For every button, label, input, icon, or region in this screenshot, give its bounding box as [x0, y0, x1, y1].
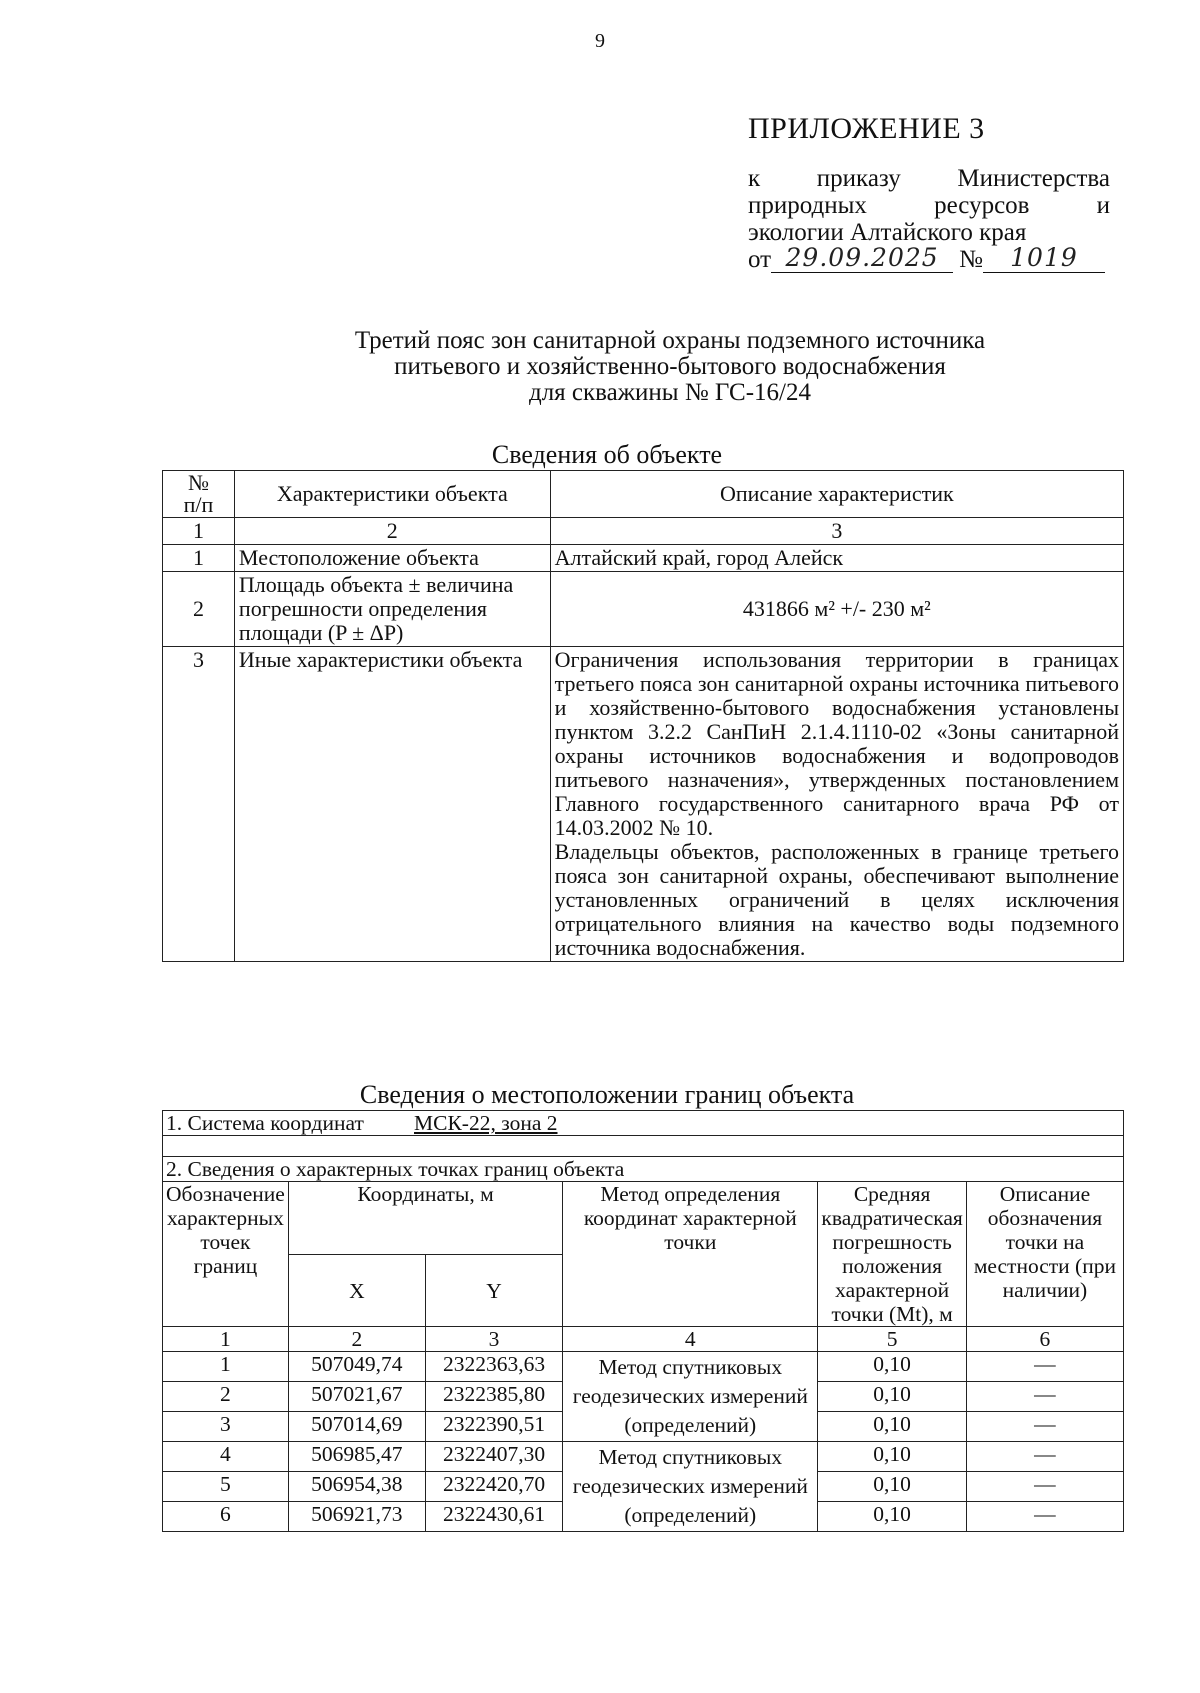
- object-info-table: [162, 470, 1124, 962]
- order-line-3: экологии Алтайского края: [748, 219, 1027, 246]
- object-info-title: Сведения об объекте: [491, 440, 723, 469]
- page-number: 9: [595, 30, 605, 52]
- column-number-row: 1 2 3 4 5 6: [163, 1327, 1124, 1352]
- table-row: 2 Площадь объекта ± величина погрешности определения площади (P ± ΔP) 431866 м² +/- 230 м²: [163, 572, 1124, 647]
- table-row: 3 Иные характеристики объекта Ограничения использования территории в границах третьего пояса зон санитарной охраны источника питьевого и хозяйственно-бытового водоснабжения установлены пунктом 3.2.2 СанПиН 2.1.4.1110-02 «Зоны санитарной охраны источников водоснабжения и водопроводов питьевого назначения», утвержденных постановлением Главного государственного санитарного врача РФ от 14.03.2002 № 10. Владельцы объектов, расположенных в границе третьего пояса зон санитарной охраны, обеспечивают выполнение установленных ограничений в целях исключения отрицательного влияния на качество воды подземного источника водоснабжения.: [163, 647, 1124, 962]
- table-row: 2 507021,67 2322385,80 0,10 —: [163, 1382, 1124, 1412]
- document-title: Третий пояс зон санитарной охраны подземного источника питьевого и хозяйственно-бытового водоснабжения для скважины № ГС-16/24: [354, 327, 986, 406]
- order-reference: [748, 165, 1110, 273]
- table-row: 6 506921,73 2322430,61 0,10 —: [163, 1502, 1124, 1532]
- appendix-title: ПРИЛОЖЕНИЕ 3: [748, 112, 985, 145]
- header-description: Описание характеристик: [550, 471, 1123, 518]
- column-number-row: 1 2 3: [163, 518, 1124, 545]
- coordinate-system-label: 1. Система координат: [166, 1111, 364, 1135]
- method-cell: Метод спутниковых геодезических измерений (определений): [563, 1442, 818, 1532]
- table-header-row: [163, 471, 1124, 518]
- order-line-1: к приказу Министерства: [748, 165, 1110, 192]
- bounds-header-row: [163, 1182, 1124, 1255]
- boundaries-table: [162, 1110, 1124, 1532]
- points-label: 2. Сведения о характерных точках границ объекта: [163, 1157, 1124, 1182]
- table-row: 1 507049,74 2322363,63 Метод спутниковых геодезических измерений (определений) 0,10 —: [163, 1352, 1124, 1382]
- table-row: 1 Местоположение объекта Алтайский край, город Алейск: [163, 545, 1124, 572]
- header-coordinates: Координаты, м: [288, 1182, 562, 1255]
- other-characteristics-text: Ограничения использования территории в границах третьего пояса зон санитарной охраны источника питьевого и хозяйственно-бытового водоснабжения установлены пунктом 3.2.2 СанПиН 2.1.4.1110-02 «Зоны санитарной охраны источников водоснабжения и водопроводов питьевого назначения», утвержденных постановлением Главного государственного санитарного врача РФ от 14.03.2002 № 10. Владельцы объектов, расположенных в границе третьего пояса зон санитарной охраны, обеспечивают выполнение установленных ограничений в целях исключения отрицательного влияния на качество воды подземного источника водоснабжения.: [550, 647, 1123, 962]
- header-number: № п/п: [163, 471, 235, 518]
- boundaries-title: Сведения о местоположении границ объекта: [359, 1080, 855, 1109]
- method-cell: Метод спутниковых геодезических измерений (определений): [563, 1352, 818, 1442]
- header-y: Y: [425, 1255, 562, 1327]
- header-error: Средняя квадратическая погрешность положения характерной точки (Mt), м: [818, 1182, 966, 1327]
- order-date-number: от 29.09.2025 № 1019: [748, 246, 1110, 273]
- header-method: Метод определения координат характерной точки: [563, 1182, 818, 1327]
- order-line-2: природных ресурсов и: [748, 192, 1110, 219]
- points-label-row: [163, 1157, 1124, 1182]
- header-point-description: Описание обозначения точки на местности (при наличии): [966, 1182, 1123, 1327]
- spacer-row: [163, 1136, 1124, 1157]
- header-x: X: [288, 1255, 425, 1327]
- table-row: 5 506954,38 2322420,70 0,10 —: [163, 1472, 1124, 1502]
- order-number: 1019: [983, 246, 1105, 273]
- coordinate-system-row: [163, 1111, 1124, 1136]
- table-row: 3 507014,69 2322390,51 0,10 —: [163, 1412, 1124, 1442]
- header-designation: Обозначение характерных точек границ: [163, 1182, 289, 1327]
- table-row: 4 506985,47 2322407,30 Метод спутниковых геодезических измерений (определений) 0,10 —: [163, 1442, 1124, 1472]
- order-date: 29.09.2025: [771, 246, 953, 273]
- coordinate-system-value: МСК-22, зона 2: [414, 1111, 558, 1135]
- header-characteristics: Характеристики объекта: [234, 471, 550, 518]
